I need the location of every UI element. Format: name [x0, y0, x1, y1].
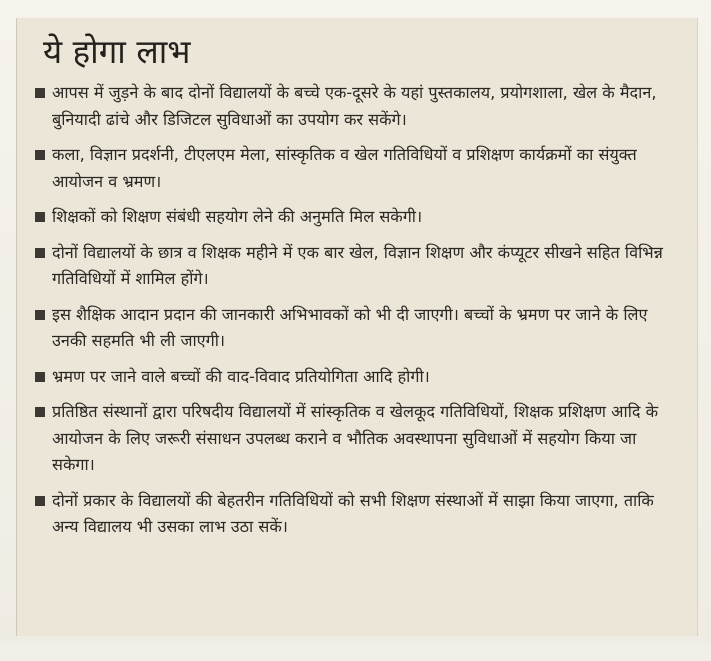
- benefits-box: [16, 18, 698, 636]
- list-item: [35, 399, 681, 479]
- square-bullet-icon: [35, 248, 45, 258]
- square-bullet-icon: [35, 88, 45, 98]
- list-item: [35, 364, 681, 391]
- list-item-text: दोनों प्रकार के विद्यालयों की बेहतरीन गतिविधियों को सभी शिक्षण संस्थाओं में साझा किया जाएगा, ताकि अन्य विद्यालय भी उसका लाभ उठा सकें।: [52, 490, 654, 536]
- list-item: [35, 80, 681, 133]
- box-heading: ये होगा लाभ: [43, 32, 191, 71]
- square-bullet-icon: [35, 372, 45, 382]
- list-item-text: प्रतिष्ठित संस्थानों द्वारा परिषदीय विद्यालयों में सांस्कृतिक व खेलकूद गतिविधियों, शिक्षक प्रशिक्षण आदि के आयोजन के लिए जरूरी संसाधन उपलब्ध कराने व भौतिक अवस्थापना सुविधाओं में सहयोग किया जा सकेगा।: [52, 402, 659, 474]
- square-bullet-icon: [35, 310, 45, 320]
- list-item-text: दोनों विद्यालयों के छात्र व शिक्षक महीने में एक बार खेल, विज्ञान शिक्षण और कंप्यूटर सीखने सहित विभिन्न गतिविधियों में शामिल होंगे।: [52, 242, 663, 288]
- list-item-text: आपस में जुड़ने के बाद दोनों विद्यालयों के बच्चे एक-दूसरे के यहां पुस्तकालय, प्रयोगशाला, खेल के मैदान, बुनियादी ढांचे और डिजिटल सुविधाओं का उपयोग कर सकेंगे।: [52, 83, 657, 129]
- list-item-text: शिक्षकों को शिक्षण संबंधी सहयोग लेने की अनुमति मिल सकेगी।: [52, 207, 423, 226]
- list-item-text: भ्रमण पर जाने वाले बच्चों की वाद-विवाद प्रतियोगिता आदि होगी।: [52, 366, 430, 386]
- square-bullet-icon: [35, 496, 45, 506]
- list-item: [35, 240, 681, 293]
- list-item-text: इस शैक्षिक आदान प्रदान की जानकारी अभिभावकों को भी दी जाएगी। बच्चों के भ्रमण पर जाने के लिए उनकी सहमति भी ली जाएगी।: [52, 304, 648, 350]
- benefits-list: [35, 80, 681, 541]
- list-item: [35, 142, 681, 195]
- square-bullet-icon: [35, 212, 45, 222]
- bottom-strip: [0, 644, 711, 661]
- square-bullet-icon: [35, 150, 45, 160]
- list-item: [35, 488, 681, 541]
- list-item: [35, 204, 681, 231]
- list-item: [35, 302, 681, 355]
- square-bullet-icon: [35, 407, 45, 417]
- list-item-text: कला, विज्ञान प्रदर्शनी, टीएलएम मेला, सांस्कृतिक व खेल गतिविधियों व प्रशिक्षण कार्यक्रमों का संयुक्त आयोजन व भ्रमण।: [52, 145, 637, 191]
